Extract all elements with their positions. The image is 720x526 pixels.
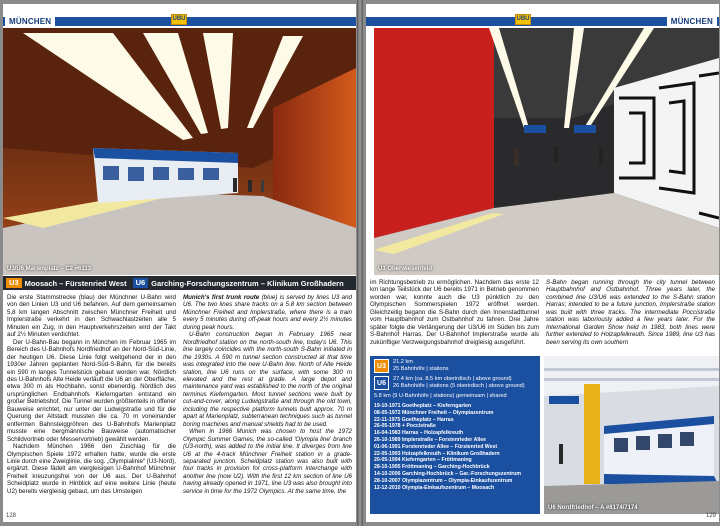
german-column [7, 294, 176, 495]
history-item: 19-10-1971 Goetheplatz – Kieferngarten [374, 403, 472, 409]
left-page [3, 4, 356, 522]
paragraph: Die erste Stammstrecke (blau) der Münchner U-Bahn wird von den Linien U3 und U6 befahren. Auf dem gemeinsamen 5,8 km langen Abschnitt zwischen Münchner Freiheit und Implerstraße verkehrt in den Schwachlastzeiten alle 5 Minuten ein Zug, in den Hauptverkehrszeiten wird der Takt auf 2½ Minuten verdichtet. [7, 294, 176, 339]
paragraph-text: (blue) is served by lines U3 and U6. The two lines share tracks on a 5.8 km section between Münchner Freiheit and Implerstraße, where there is a train every 5 minutes during off-peak hours and every 2½ minutes during peak hours. [183, 294, 352, 331]
german-column [370, 279, 539, 346]
text-columns [370, 279, 715, 346]
paragraph: U-Bahn construction began in February 1965 near Nordfriedhof station on the north-south line, today's U6. This line largely coincides with the north-south S-Bahn initiated in the 1930s. A 590 m tunnel section constructed at that time was integrated into the new U-Bahn line. North of Alte Heide station, line U6 runs on the surface, with some 300 m elevated and the rest at grade. A large depot and maintenance yard was established to the north of the original terminus Kieferngarten. Most tunnel sections were built by cut-and-cover; along Ludwigstraße and through the old town, including the respective platform tunnels built approx. 70 m apart at Marienplatz, subterranean techniques such as tunnel boring machines and manual shields had to be used. [183, 331, 352, 428]
u6-stations: 26 Bahnhöfe | stations (5 oberirdisch | above ground) [393, 383, 525, 389]
history-item: 12-12-2010 Olympia-Einkaufszentrum – Moosach [374, 484, 495, 491]
photo-marienplatz [3, 28, 356, 275]
history-item: 08-05-1972 Münchner Freiheit – Olympiazentrum [374, 409, 494, 416]
history-item: 22-05-1993 Holzapfelkreuth – Klinikum Großhadern [374, 450, 500, 457]
u3-badge: U3 [6, 278, 22, 288]
photo-caption: U3 Oberwiesenfeld [378, 266, 433, 272]
marienplatz-station-illustration [3, 28, 356, 275]
english-column [183, 294, 352, 495]
photo-caption: U3/U6 Marienplatz – C2 #6113 [7, 266, 92, 272]
opening-history [374, 403, 536, 491]
ubu-logo: UBU [171, 14, 187, 25]
u3-stations: 25 Bahnhöfe | stations [393, 366, 449, 372]
line-info-box [370, 356, 540, 514]
u6-info [374, 376, 536, 390]
right-page [366, 4, 719, 522]
u6-route: Garching-Forschungszentrum – Klinikum Großhadern [151, 278, 344, 288]
photo-oberwiesenfeld [374, 28, 719, 275]
history-item: 16-04-1983 Harras – Holzapfelkreuth [374, 430, 464, 437]
history-item: 22-11-1975 Goetheplatz – Harras [374, 416, 454, 423]
photo-nordfriedhof [544, 356, 719, 514]
history-item: 28-10-2007 Olympiazentrum – Olympia-Einkaufszentrum [374, 477, 513, 484]
paragraph [183, 294, 352, 331]
u3-stats [393, 359, 449, 373]
page-number: 129 [705, 513, 716, 519]
paragraph: Der U-Bahn-Bau begann in München im Februar 1965 im Bereich des U-Bahnhofs Nordfriedhof an der Nord-Süd-Linie, der heutigen U6. Diese Linie folgt weitgehend der in den 1930er Jahren geplanten Nord-Süd-S-Bahn, für die bereits ein 590 m langes Tunnelstück gebaut worden war. Nördlich des U-Bahnhofs Alte Heide verläuft die U6 an der Oberfläche, etwa 300 m als Hochbahn, sonst ebenerdig. Nördlich des ursprünglichen Endbahnhofs Kieferngarten entstand ein großer Betriebshof. Die Tunnel wurden größtenteils in offener Bauweise errichtet, nur unter der Ludwigstraße und für die Querung der Altstadt mussten die ca. 70 m voneinander entfernten Bahnsteiggröhren des U-Bahnhofs Marienplatz musste eine bergmännische Bauweise (automatischer Schildvortrieb oder Messervortrieb) gewählt werden. [7, 338, 176, 443]
right-page-header [366, 4, 719, 26]
u3-info [374, 359, 536, 373]
history-item: 01-06-1991 Forstenrieder Allee – Fürstenried West [374, 443, 498, 450]
left-page-header [3, 4, 356, 26]
u6-length: 27.4 km (ca. 8.5 km oberirdisch | above ground) [393, 376, 512, 382]
text-columns [7, 294, 352, 495]
ubu-logo: UBU [515, 14, 531, 25]
nordfriedhof-station-illustration [544, 356, 719, 514]
history-item: 28-10-1995 Fröttmaning – Garching-Hochbrück [374, 464, 490, 471]
book-gutter [357, 0, 363, 526]
history-item: 20-05-1994 Kieferngarten – Fröttmaning [374, 457, 472, 464]
history-item: 26-10-1989 Implerstraße – Forstenrieder Allee [374, 436, 486, 443]
u6-stats [393, 376, 525, 390]
line-bar [3, 276, 356, 290]
paragraph: When in 1966 Munich was chosen to host the 1972 Olympic Summer Games, the so-called 'Olympia line' branch (U3-north), was added to the initial line. It diverges from line U6 at the 4-track Münchner Freiheit station in a grade-separated junction. Scheidplatz station was also built with four tracks in provision for cross-platform interchange with another line (now U2). With the first 12 km section of line U6 having already opened in 1971, line U3 was also brought into service in time for the 1972 Olympics. At the same time, the [183, 428, 352, 495]
photo-caption: U6 Nordfriedhof – A #8174/7174 [548, 505, 638, 511]
english-column [546, 279, 715, 346]
history-item: 14-10-2006 Garching-Hochbrück – Gar.-Forschungszentrum [374, 470, 522, 477]
city-label: MÜNCHEN [5, 16, 55, 27]
u3-length: 21.2 km [393, 359, 413, 365]
city-label: MÜNCHEN [667, 16, 717, 27]
u3-route: Moosach – Fürstenried West [24, 278, 127, 288]
history-item: 26-05-1978 + Poccistraße [374, 423, 436, 430]
paragraph: S-Bahn began running through the city tunnel between Hauptbahnhof and Ostbahnhof. Three years later, the combined line U3/U6 was extended to the S-Bahn station Harras; intended to be a future junction, Implerstraße station was built with three tracks. The intermediate Poccistraße station was laboriously added a few years later. For the International Garden Show held in 1983, both lines were further extended to Holzapfelkreuth. Since 1989, line U3 has been serving its own southern [546, 279, 715, 346]
u6-badge: U6 [374, 376, 389, 390]
oberwiesenfeld-station-illustration [374, 28, 719, 275]
lead-text: Munich's first trunk route [183, 294, 260, 301]
u3-badge: U3 [374, 359, 389, 373]
u6-badge: U6 [133, 278, 149, 288]
page-number: 128 [6, 513, 17, 519]
shared-section: 5.8 km (9 U-Bahnhöfe | stations) gemeinsam | shared [374, 393, 507, 399]
paragraph: im Richtungsbetrieb zu ermöglichen. Nachdem das erste 12 km lange Teilstück der U6 bereits 1971 in Betrieb genommen worden war, konnte auch die U3 pünktlich zu den Olympischen Sommerspielen 1972 eröffnet werden. Gleichzeitig begann die S-Bahn durch den Innenstadttunnel vom Hauptbahnhof zum Ostbahnhof zu fahren. Drei Jahre später folgte die Verlängerung der U3/U6 im Süden bis zum S-Bahnhof Harras. Der U-Bahnhof Implerstraße wurde als zukünftiger Verzweigungsbahnhof dreigleisig ausgeführt. [370, 279, 539, 346]
paragraph: Nachdem München 1966 den Zuschlag für die Olympischen Spiele 1972 erhalten hatte, wurde die erste Linie durch eine Zweiglinie, die sog. „Olympialinie“ (U3-Nord), ergänzt. Diese fädelt am viergleisigen U-Bahnhof Münchner Freiheit kreuzungsfrei von der U6 aus. Der U-Bahnhof Scheidplatz wurde in Hinblick auf eine weitere Linie (heute U2) bereits viergleisig gebaut, um das Umsteigen [7, 443, 176, 495]
